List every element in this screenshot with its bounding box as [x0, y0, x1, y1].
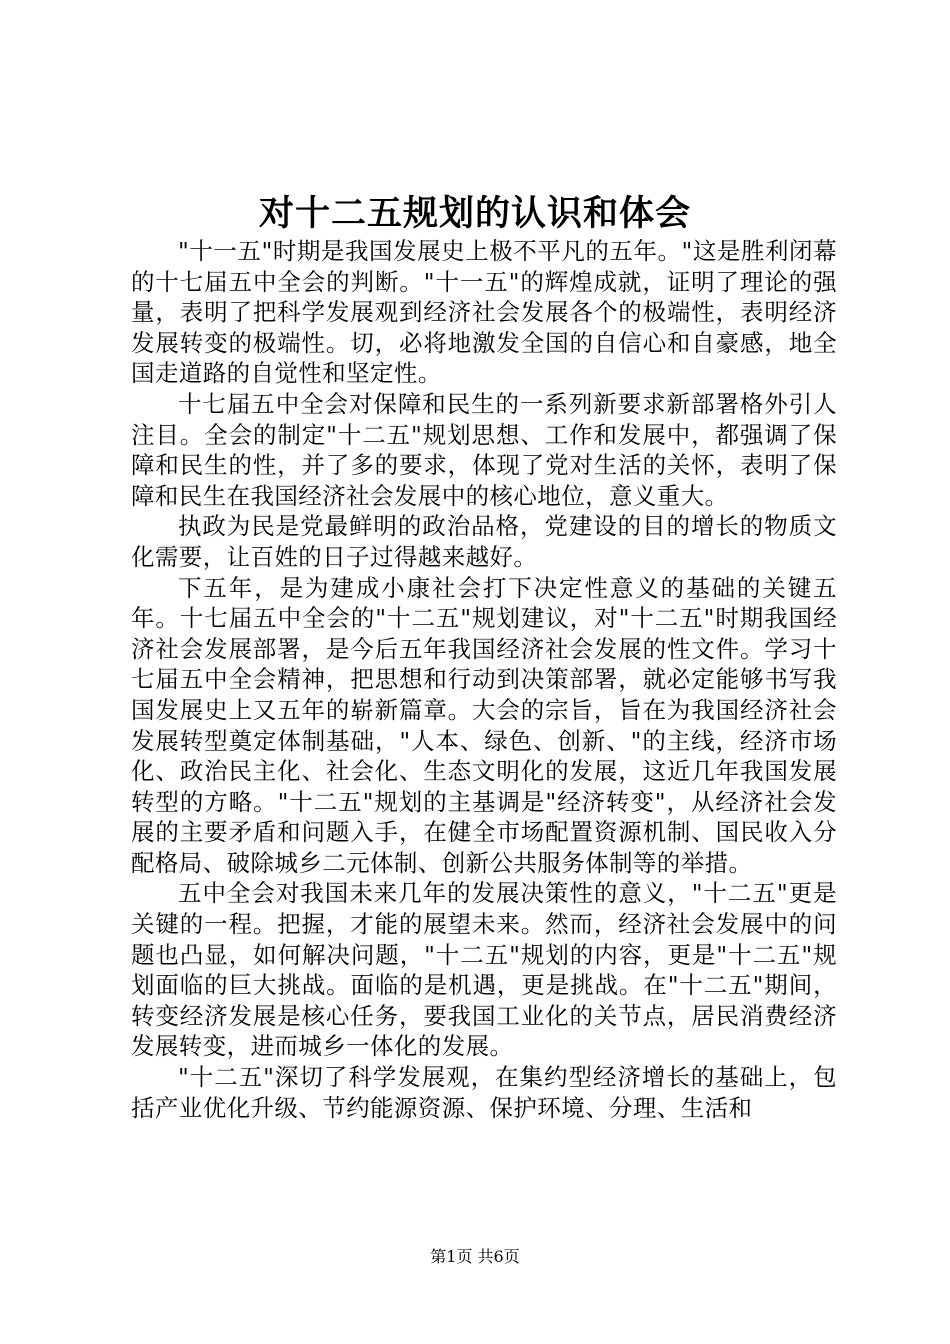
paragraph: "十一五"时期是我国发展史上极不平凡的五年。"这是胜利闭幕的十七届五中全会的判断。"十一五"的辉煌成就，证明了理论的强量，表明了把科学发展观到经济社会发展各个的极端性，表明经济发展转变的极端性。切，必将地激发全国的自信心和自豪感，地全国走道路的自觉性和坚定性。: [131, 237, 837, 388]
page-footer: 第1页 共6页: [430, 1247, 520, 1266]
paragraph: 执政为民是党最鲜明的政治品格，党建设的目的增长的物质文化需要，让百姓的日子过得越来越好。: [131, 512, 837, 571]
paragraph: 下五年，是为建成小康社会打下决定性意义的基础的关键五年。十七届五中全会的"十二五"规划建议，对"十二五"时期我国经济社会发展部署，是今后五年我国经济社会发展的性文件。学习十七届五中全会精神，把思想和行动到决策部署，就必定能够书写我国发展史上又五年的崭新篇章。大会的宗旨，旨在为我国经济社会发展转型奠定体制基础，"人本、绿色、创新、"的主线，经济市场化、政治民主化、社会化、生态文明化的发展，这近几年我国发展转型的方略。"十二五"规划的主基调是"经济转变"，从经济社会发展的主要矛盾和问题入手，在健全市场配置资源机制、国民收入分配格局、破除城乡二元体制、创新公共服务体制等的举措。: [131, 573, 837, 877]
document-title: 对十二五规划的认识和体会: [258, 193, 691, 234]
paragraph: "十二五"深切了科学发展观，在集约型经济增长的基础上，包括产业优化升级、节约能源资源、保护环境、分理、生活和: [131, 1063, 837, 1122]
paragraph: 五中全会对我国未来几年的发展决策性的意义，"十二五"更是关键的一程。把握，才能的展望未来。然而，经济社会发展中的问题也凸显，如何解决问题，"十二五"规划的内容，更是"十二五"规划面临的巨大挑战。面临的是机遇，更是挑战。在"十二五"期间，转变经济发展是核心任务，要我国工业化的关节点，居民消费经济发展转变，进而城乡一体化的发展。: [131, 879, 837, 1061]
document-body: [131, 236, 837, 1123]
paragraph: 十七届五中全会对保障和民生的一系列新要求新部署格外引人注目。全会的制定"十二五"规划思想、工作和发展中，都强调了保障和民生的性，并了多的要求，体现了党对生活的关怀，表明了保障和民生在我国经济社会发展中的核心地位，意义重大。: [131, 389, 837, 510]
